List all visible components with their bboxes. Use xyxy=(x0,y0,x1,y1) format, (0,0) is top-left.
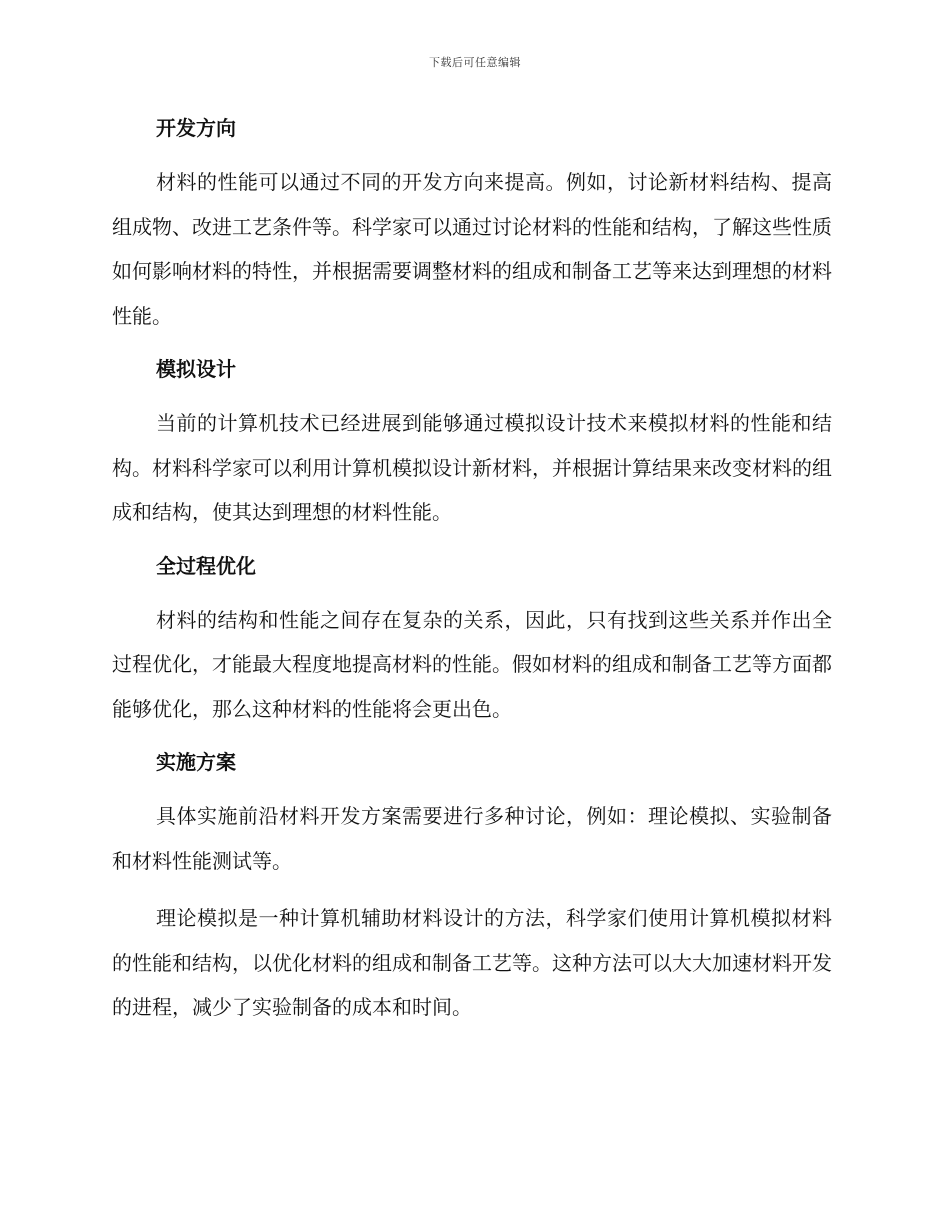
document-body xyxy=(112,110,832,1043)
paragraph-implementation-1: 具体实施前沿材料开发方案需要进行多种讨论，例如：理论模拟、实验制备和材料性能测试等。 xyxy=(112,804,832,873)
paragraph-simulation: 当前的计算机技术已经进展到能够通过模拟设计技术来模拟材料的性能和结构。材料科学家可以利用计算机模拟设计新材料，并根据计算结果来改变材料的组成和结构，使其达到理想的材料性能。 xyxy=(112,411,832,524)
paragraph-optimization: 材料的结构和性能之间存在复杂的关系，因此，只有找到这些关系并作出全过程优化，才能最大程度地提高材料的性能。假如材料的组成和制备工艺等方面都能够优化，那么这种材料的性能将会更出色。 xyxy=(112,607,832,721)
header-note: 下载后可任意编辑 xyxy=(429,56,521,69)
paragraph-development: 材料的性能可以通过不同的开发方向来提高。例如，讨论新材料结构、提高组成物、改进工艺条件等。科学家可以通过讨论材料的性能和结构，了解这些性质如何影响材料的特性，并根据需要调整材料的组成和制备工艺等来达到理想的材料性能。 xyxy=(112,170,832,328)
section-heading-development: 开发方向 xyxy=(156,116,236,140)
paragraph-implementation-2: 理论模拟是一种计算机辅助材料设计的方法，科学家们使用计算机模拟材料的性能和结构，以优化材料的组成和制备工艺等。这种方法可以大大加速材料开发的进程，减少了实验制备的成本和时间。 xyxy=(112,906,832,1019)
section-heading-simulation: 模拟设计 xyxy=(156,357,236,381)
section-heading-optimization: 全过程优化 xyxy=(156,553,256,578)
section-heading-implementation: 实施方案 xyxy=(156,750,236,774)
